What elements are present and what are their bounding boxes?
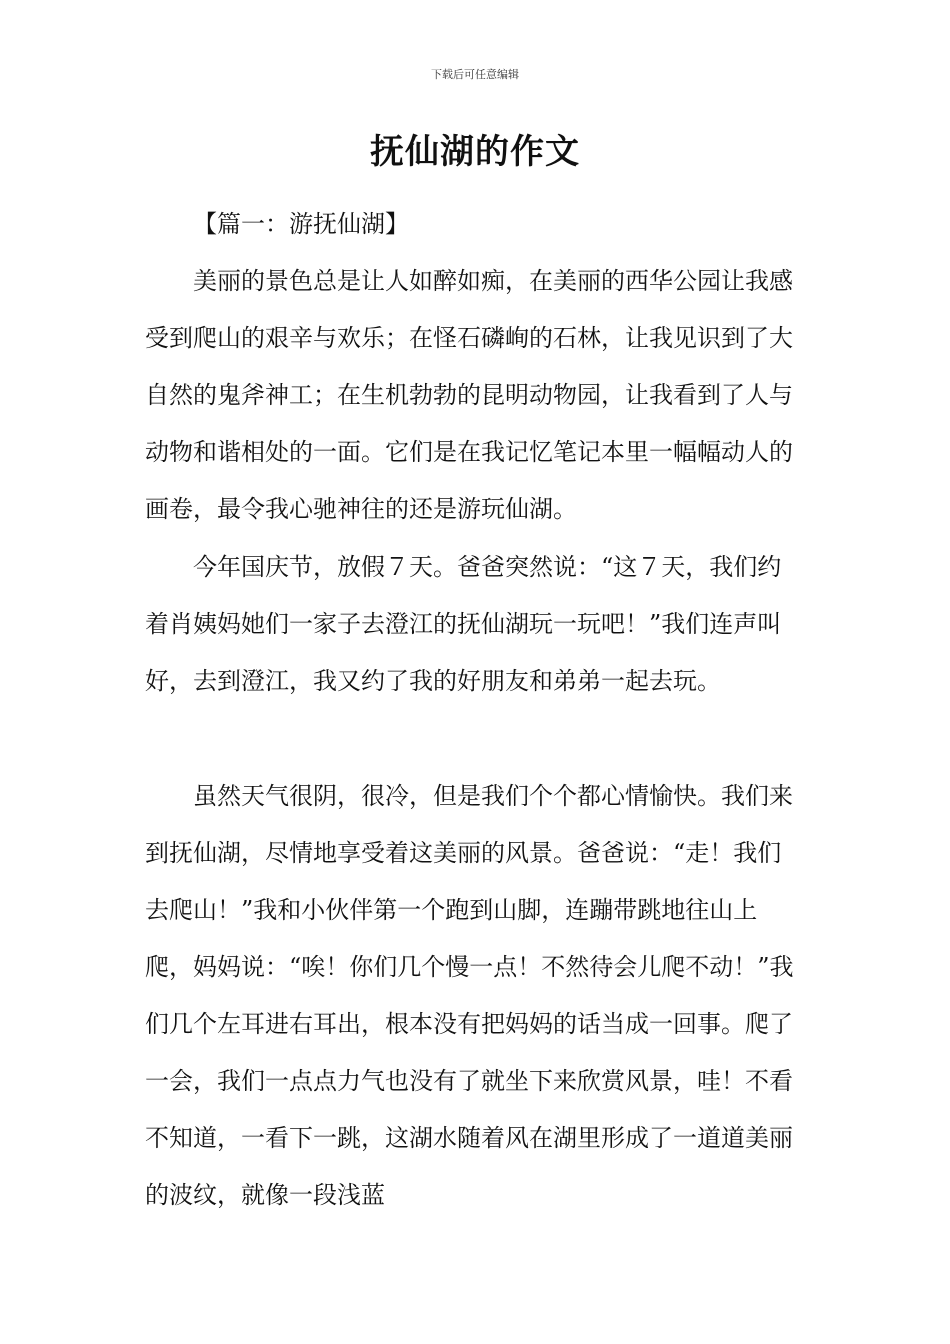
paragraph: 美丽的景色总是让人如醉如痴，在美丽的西华公园让我感受到爬山的艰辛与欢乐；在怪石磷峋的石林，让我见识到了大自然的鬼斧神工；在生机勃勃的昆明动物园，让我看到了人与动物和谐相处的一面。它们是在我记忆笔记本里一幅幅动人的画卷，最令我心驰神往的还是游玩仙湖。 [145, 267, 793, 523]
section-heading-block [145, 196, 805, 253]
page-title: 抚仙湖的作文 [370, 132, 580, 172]
paragraph: 今年国庆节，放假７天。爸爸突然说：“这７天，我们约着肖姨妈她们一家子去澄江的抚仙湖玩一玩吧！”我们连声叫好，去到澄江，我又约了我的好朋友和弟弟一起去玩。 [145, 553, 782, 695]
paragraph-3-block [145, 768, 805, 1224]
header-note: 下载后可任意编辑 [431, 68, 519, 81]
paragraph: 虽然天气很阴，很冷，但是我们个个都心情愉快。我们来到抚仙湖，尽情地享受着这美丽的风景。爸爸说：“走！我们去爬山！”我和小伙伴第一个跑到山脚，连蹦带跳地往山上爬，妈妈说：“唉！你们几个慢一点！不然待会儿爬不动！”我们几个左耳进右耳出，根本没有把妈妈的话当成一回事。爬了一会，我们一点点力气也没有了就坐下来欣赏风景，哇！不看不知道，一看下一跳，这湖水随着风在湖里形成了一道道美丽的波纹，就像一段浅蓝 [145, 782, 794, 1209]
paragraph-2-block [145, 539, 805, 710]
section-heading: 【篇一：游抚仙湖】 [193, 210, 409, 238]
paragraph-1-block [145, 253, 805, 538]
